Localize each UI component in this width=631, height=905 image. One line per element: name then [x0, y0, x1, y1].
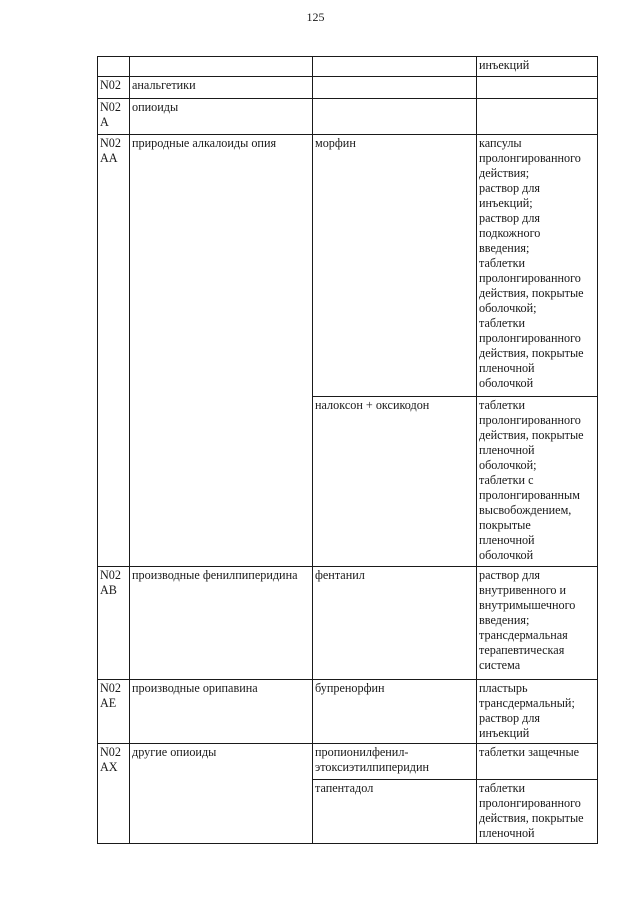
group-cell: опиоиды	[130, 99, 313, 135]
inn-cell: бупренорфин	[313, 680, 477, 744]
inn-cell: фентанил	[313, 567, 477, 680]
code-cell: N02	[98, 77, 130, 99]
table-row	[98, 99, 598, 135]
table-row	[98, 77, 598, 99]
drug-table	[97, 56, 598, 844]
group-cell: анальгетики	[130, 77, 313, 99]
inn-cell	[313, 99, 477, 135]
form-cell: таблетки защечные	[477, 744, 598, 780]
form-cell: раствор для внутривенного и внутримышечного введения; трансдермальная терапевтическая система	[477, 567, 598, 680]
code-cell: N02 A	[98, 99, 130, 135]
form-cell: капсулы пролонгированного действия; раствор для инъекций; раствор для подкожного введения; таблетки пролонгированного действия, покрытые оболочкой; таблетки пролонгированного действия, покрытые пленочной оболочкой	[477, 135, 598, 397]
table-row	[98, 680, 598, 744]
code-cell	[98, 57, 130, 77]
table-row	[98, 567, 598, 680]
inn-cell: тапентадол	[313, 780, 477, 844]
table-row	[98, 744, 598, 780]
group-cell: производные орипавина	[130, 680, 313, 744]
group-cell	[130, 57, 313, 77]
form-cell	[477, 99, 598, 135]
inn-cell: пропионилфенил- этоксиэтилпиперидин	[313, 744, 477, 780]
table-row	[98, 57, 598, 77]
code-cell: N02 AA	[98, 135, 130, 567]
page-number: 125	[306, 10, 325, 24]
inn-cell: налоксон + оксикодон	[313, 397, 477, 567]
group-cell: природные алкалоиды опия	[130, 135, 313, 567]
group-cell: производные фенилпиперидина	[130, 567, 313, 680]
inn-cell: морфин	[313, 135, 477, 397]
form-cell	[477, 77, 598, 99]
code-cell: N02 AB	[98, 567, 130, 680]
group-cell: другие опиоиды	[130, 744, 313, 844]
inn-cell	[313, 57, 477, 77]
form-cell: таблетки пролонгированного действия, покрытые пленочной оболочкой; таблетки с пролонгированным высвобождением, покрытые пленочной оболочкой	[477, 397, 598, 567]
code-cell: N02 AE	[98, 680, 130, 744]
form-cell: таблетки пролонгированного действия, покрытые пленочной	[477, 780, 598, 844]
form-cell: пластырь трансдермальный; раствор для инъекций	[477, 680, 598, 744]
code-cell: N02 AX	[98, 744, 130, 844]
inn-cell	[313, 77, 477, 99]
form-cell: инъекций	[477, 57, 598, 77]
table-row	[98, 135, 598, 397]
